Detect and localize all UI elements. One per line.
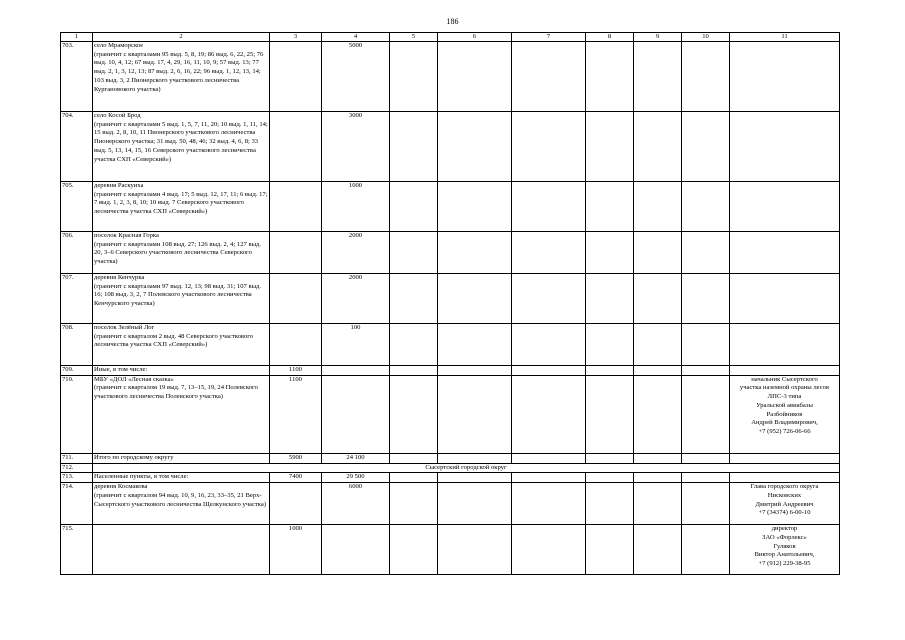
column-3-value	[270, 112, 322, 182]
column-5-cell	[390, 182, 438, 232]
header-row	[61, 33, 840, 42]
page-number: 186	[446, 17, 459, 26]
table-row	[61, 525, 840, 575]
column-8-cell	[586, 366, 634, 376]
column-3-value	[270, 182, 322, 232]
contact-line: ЗАО «Форлекс»	[762, 533, 807, 541]
column-4-value: 5000	[322, 42, 390, 112]
settlement-cell	[93, 473, 270, 483]
row-number: 705.	[61, 182, 93, 232]
column-header-9: 9	[634, 33, 682, 42]
settlement-name: деревня Космакова	[94, 483, 148, 491]
column-5-cell	[390, 525, 438, 575]
column-3-value: 1000	[270, 525, 322, 575]
contact-line: директор	[771, 525, 798, 533]
boundary-description: (граничит с кварталом 94 выд. 10, 9, 16, 23, 33–35, 21 Верх-Сысертского участкового лесничества Щелкунского участка)	[94, 491, 267, 508]
column-6-cell	[438, 112, 512, 182]
column-3-value	[270, 483, 322, 525]
boundary-description: (граничит с кварталами 95 выд. 5, 8, 19; 86 выд. 6, 22, 25; 76 выд. 10, 4, 12; 67 выд. 17, 4, 29, 16, 11, 10, 9; 57 выд. 13; 77 выд. 2, 1, 3, 12, 13; 87 выд. 2, 6, 16, 22; 96 выд. 1, 12, 13, 14; 103 выд. 3, 2 Пионерского участкового лесничества Кургановокого участка)	[94, 50, 264, 93]
column-9-cell	[634, 324, 682, 366]
column-5-cell	[390, 232, 438, 274]
column-8-cell	[586, 274, 634, 324]
column-8-cell	[586, 375, 634, 453]
row-number: 710.	[61, 375, 93, 453]
settlement-name: МБУ «ДОЛ «Лесная сказка»	[94, 375, 174, 383]
row-number: 706.	[61, 232, 93, 274]
column-10-cell	[682, 324, 730, 366]
column-5-cell	[390, 453, 438, 463]
settlement-cell	[93, 366, 270, 376]
row-number: 715.	[61, 525, 93, 575]
boundary-description: (граничит с кварталом 19 выд. 7, 13–15, 19, 24 Полевского участкового лесничества Полевского участка)	[94, 384, 258, 401]
responsible-contact	[730, 42, 840, 112]
responsible-contact	[730, 274, 840, 324]
boundary-description: (граничит с кварталом 2 выд. 48 Северского участкового лесничества участка СХП «Северский»)	[94, 332, 254, 349]
column-4-value: 2000	[322, 274, 390, 324]
column-4-value: 100	[322, 324, 390, 366]
row-number: 712.	[61, 463, 93, 473]
boundary-description: (граничит с кварталами 4 выд. 17; 5 выд. 12, 17, 11; 6 выд. 17; 7 выд. 1, 2, 3, 8, 10; 10 выд. 7 Северского участкового лесничества участка СХП «Северский»)	[94, 190, 268, 216]
responsible-contact	[730, 483, 840, 525]
column-9-cell	[634, 366, 682, 376]
column-6-cell	[438, 473, 512, 483]
column-6-cell	[438, 274, 512, 324]
column-6-cell	[438, 483, 512, 525]
boundary-description: (граничит с кварталами 108 выд. 27; 126 выд. 2, 4; 127 выд. 20, 3–6 Северского участкового лесничества Северского участка)	[94, 240, 262, 266]
column-7-cell	[512, 232, 586, 274]
table-row	[61, 463, 840, 473]
contact-line: Гуляков	[773, 542, 796, 550]
settlement-name: деревня Кенчурка	[94, 274, 145, 281]
row-number: 713.	[61, 473, 93, 483]
settlement-name: деревня Раскуиха	[94, 182, 144, 189]
column-10-cell	[682, 112, 730, 182]
contact-line: Андрей Владимирович,	[751, 419, 818, 427]
settlement-cell	[93, 42, 270, 112]
column-7-cell	[512, 324, 586, 366]
contact-line: Дмитрий Андреевич	[755, 500, 814, 508]
row-number: 714.	[61, 483, 93, 525]
column-4-value	[322, 366, 390, 376]
column-5-cell	[390, 366, 438, 376]
column-9-cell	[634, 473, 682, 483]
table-row	[61, 366, 840, 376]
column-10-cell	[682, 473, 730, 483]
settlement-name: Итого по городскому округу	[94, 453, 174, 461]
contact-line: Глава городского округа	[750, 483, 819, 491]
settlement-name: Иные, в том числе:	[94, 366, 148, 373]
column-4-value: 1000	[322, 182, 390, 232]
column-8-cell	[586, 483, 634, 525]
contact-line: Уральской авиабазы	[756, 401, 813, 409]
column-4-value	[322, 375, 390, 453]
column-6-cell	[438, 525, 512, 575]
settlement-cell	[93, 375, 270, 453]
row-number: 707.	[61, 274, 93, 324]
contact-line: +7 (952) 726-06-66	[758, 427, 811, 435]
column-6-cell	[438, 375, 512, 453]
table-row	[61, 324, 840, 366]
column-7-cell	[512, 182, 586, 232]
column-4-value: 6000	[322, 483, 390, 525]
responsible-contact	[730, 375, 840, 453]
column-8-cell	[586, 232, 634, 274]
column-7-cell	[512, 525, 586, 575]
column-3-value	[270, 232, 322, 274]
column-9-cell	[634, 453, 682, 463]
column-7-cell	[512, 112, 586, 182]
column-8-cell	[586, 182, 634, 232]
column-header-1: 1	[61, 33, 93, 42]
settlement-cell	[93, 324, 270, 366]
contact-line: ЛПС-3 типа	[767, 393, 802, 401]
column-10-cell	[682, 375, 730, 453]
column-6-cell	[438, 232, 512, 274]
row-number: 704.	[61, 112, 93, 182]
column-10-cell	[682, 232, 730, 274]
column-9-cell	[634, 182, 682, 232]
column-3-value: 1100	[270, 366, 322, 376]
column-header-2: 2	[93, 33, 270, 42]
contact-line: участка наземной охраны лесов	[739, 384, 830, 392]
settlement-cell	[93, 483, 270, 525]
column-6-cell	[438, 324, 512, 366]
column-9-cell	[634, 112, 682, 182]
column-6-cell	[438, 366, 512, 376]
column-8-cell	[586, 525, 634, 575]
table-row	[61, 42, 840, 112]
contact-line: начальник Сысертского	[751, 375, 818, 383]
column-header-11: 11	[730, 33, 840, 42]
column-header-4: 4	[322, 33, 390, 42]
settlement-cell	[93, 112, 270, 182]
row-number: 711.	[61, 453, 93, 463]
column-6-cell	[438, 182, 512, 232]
column-10-cell	[682, 483, 730, 525]
responsible-contact	[730, 473, 840, 483]
column-header-3: 3	[270, 33, 322, 42]
settlement-name: поселок Красная Горка	[94, 232, 159, 239]
column-9-cell	[634, 375, 682, 453]
column-8-cell	[586, 324, 634, 366]
responsible-contact	[730, 324, 840, 366]
table-row	[61, 473, 840, 483]
column-3-value: 7400	[270, 473, 322, 483]
column-4-value: 24 100	[322, 453, 390, 463]
responsible-contact	[730, 232, 840, 274]
settlement-name: поселок Зелёный Лог	[94, 324, 155, 331]
column-10-cell	[682, 366, 730, 376]
column-4-value	[322, 525, 390, 575]
table-row	[61, 182, 840, 232]
settlement-cell	[93, 525, 270, 575]
column-4-value: 2000	[322, 232, 390, 274]
column-5-cell	[390, 274, 438, 324]
column-9-cell	[634, 274, 682, 324]
column-7-cell	[512, 483, 586, 525]
table-row	[61, 232, 840, 274]
column-header-7: 7	[512, 33, 586, 42]
column-3-value: 1100	[270, 375, 322, 453]
settlement-cell	[93, 274, 270, 324]
column-6-cell	[438, 453, 512, 463]
contact-line: +7 (912) 229-38-95	[758, 559, 811, 567]
forest-fire-table	[60, 32, 840, 575]
table-row	[61, 375, 840, 453]
column-3-value	[270, 324, 322, 366]
column-8-cell	[586, 453, 634, 463]
column-9-cell	[634, 483, 682, 525]
column-7-cell	[512, 453, 586, 463]
column-5-cell	[390, 42, 438, 112]
column-5-cell	[390, 375, 438, 453]
column-3-value	[270, 42, 322, 112]
column-10-cell	[682, 525, 730, 575]
row-number: 703.	[61, 42, 93, 112]
responsible-contact	[730, 112, 840, 182]
table-row	[61, 453, 840, 463]
contact-line: Разбойников	[766, 410, 803, 418]
settlement-cell	[93, 453, 270, 463]
column-4-value: 29 500	[322, 473, 390, 483]
boundary-description: (граничит с кварталами 5 выд. 1, 5, 7, 11, 20; 10 выд. 1, 11, 14; 15 выд. 2, 8, 10, 11 Пионерского участкового лесничества Пионерского участка; 31 выд. 50, 48, 46; 32 выд. 4, 6, 8; 33 выд. 5, 13, 14, 15, 16 Северского участкового лесничества участка СХП «Северский»)	[94, 120, 268, 163]
responsible-contact	[730, 366, 840, 376]
column-header-6: 6	[438, 33, 512, 42]
column-3-value: 5900	[270, 453, 322, 463]
column-10-cell	[682, 274, 730, 324]
column-5-cell	[390, 324, 438, 366]
column-4-value: 3000	[322, 112, 390, 182]
column-6-cell	[438, 42, 512, 112]
column-7-cell	[512, 366, 586, 376]
contact-line: Нисковских	[767, 491, 802, 499]
district-name: Сысертский городской округ	[93, 463, 840, 473]
column-9-cell	[634, 232, 682, 274]
boundary-description: (граничит с кварталами 97 выд. 12, 13; 98 выд. 31; 107 выд. 16; 108 выд. 3, 2, 7 Полевского участкового лесничества Кенчурского участка)	[94, 282, 262, 308]
settlement-name: Населенные пункты, в том числе:	[94, 473, 189, 481]
column-header-5: 5	[390, 33, 438, 42]
column-3-value	[270, 274, 322, 324]
responsible-contact	[730, 182, 840, 232]
settlement-cell	[93, 232, 270, 274]
responsible-contact	[730, 453, 840, 463]
settlement-cell	[93, 182, 270, 232]
column-9-cell	[634, 42, 682, 112]
column-7-cell	[512, 473, 586, 483]
row-number: 708.	[61, 324, 93, 366]
column-header-8: 8	[586, 33, 634, 42]
column-10-cell	[682, 42, 730, 112]
table-body	[61, 33, 840, 575]
contact-line: +7 (34374) 6-00-10	[758, 509, 811, 517]
column-5-cell	[390, 483, 438, 525]
column-8-cell	[586, 112, 634, 182]
settlement-name: село Косой Брод	[94, 112, 141, 119]
column-9-cell	[634, 525, 682, 575]
column-8-cell	[586, 473, 634, 483]
column-5-cell	[390, 473, 438, 483]
row-number: 709.	[61, 366, 93, 376]
column-8-cell	[586, 42, 634, 112]
column-7-cell	[512, 42, 586, 112]
column-10-cell	[682, 453, 730, 463]
table-row	[61, 112, 840, 182]
column-7-cell	[512, 375, 586, 453]
contact-line: Виктор Анатольевич,	[754, 551, 815, 559]
settlement-name: село Мраморское	[94, 42, 144, 49]
responsible-contact	[730, 525, 840, 575]
column-5-cell	[390, 112, 438, 182]
table-row	[61, 274, 840, 324]
column-header-10: 10	[682, 33, 730, 42]
table-row	[61, 483, 840, 525]
column-7-cell	[512, 274, 586, 324]
column-10-cell	[682, 182, 730, 232]
